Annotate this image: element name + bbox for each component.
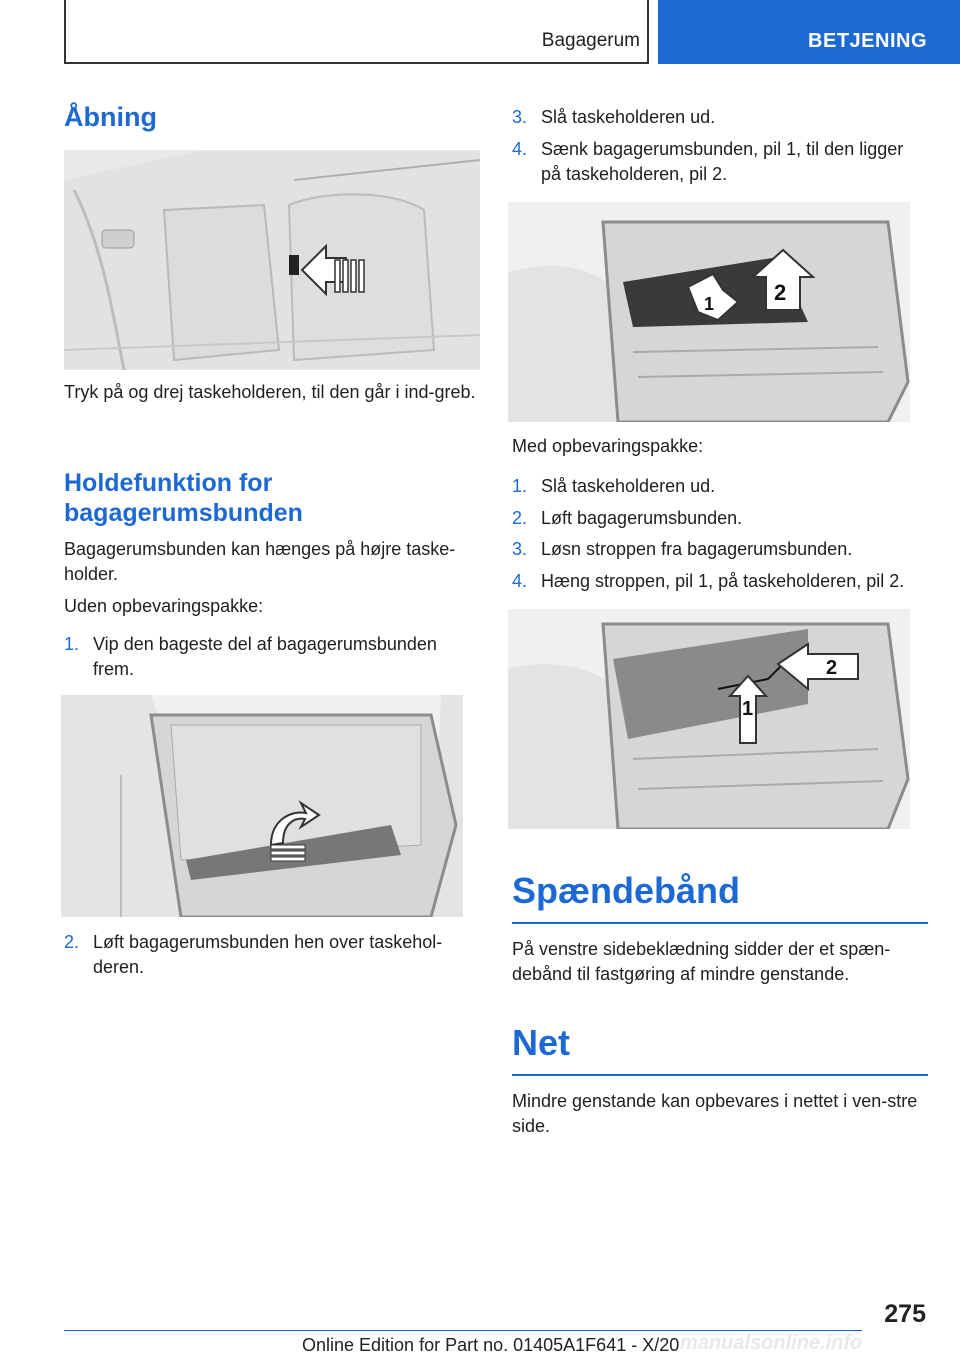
page-number: 275	[884, 1300, 926, 1328]
section-title: Bagagerum	[541, 30, 640, 51]
with-package-label: Med opbevaringspakke:	[512, 436, 704, 456]
list-number: 3.	[512, 107, 528, 127]
heading-net: Net	[512, 1022, 928, 1076]
list-item	[64, 632, 480, 682]
list-number: 3.	[512, 539, 528, 559]
list-item	[512, 474, 928, 499]
watermark: manualsonline.info	[680, 1332, 863, 1354]
list-text: Løsn stroppen fra bagagerumsbunden.	[541, 539, 853, 559]
list-text: Løft bagagerumsbunden.	[541, 508, 743, 528]
figure-strap-hung	[508, 609, 910, 829]
fig1-caption: Tryk på og drej taskeholderen, til den går i ind-greb.	[64, 382, 476, 402]
footer-edition: Online Edition for Part no. 01405A1F641 - X/20	[302, 1335, 680, 1355]
list-number: 1.	[512, 476, 528, 496]
arrow-label-1: 1	[704, 294, 715, 314]
heading-strap: Spændebånd	[512, 870, 928, 924]
chapter-tab: BETJENING	[658, 0, 960, 64]
hold-paragraph: Bagagerumsbunden kan hænges på højre taske-holder.	[64, 539, 456, 584]
list-item	[512, 506, 928, 531]
arrow-label-1: 1	[742, 698, 754, 720]
list-item	[64, 930, 480, 980]
list-item	[512, 105, 928, 130]
list-text: Hæng stroppen, pil 1, på taskeholderen, pil 2.	[541, 571, 905, 591]
without-package-label: Uden opbevaringspakke:	[64, 596, 264, 616]
heading-hold-function: Holdefunktion for bagagerumsbunden	[64, 469, 303, 527]
list-number: 4.	[512, 139, 528, 159]
strap-paragraph: På venstre sidebeklædning sidder der et spæn-debånd til fastgøring af mindre genstande.	[512, 939, 891, 984]
figure-floor-tilt	[61, 695, 463, 917]
arrow-label-2: 2	[774, 280, 787, 305]
figure-floor-lowered	[508, 202, 910, 422]
list-item	[512, 537, 928, 562]
heading-opening: Åbning	[64, 102, 157, 132]
list-number: 2.	[64, 932, 80, 952]
list-number: 2.	[512, 508, 528, 528]
list-item	[512, 137, 928, 187]
list-text: Vip den bageste del af bagagerumsbunden frem.	[93, 634, 437, 679]
net-paragraph: Mindre genstande kan opbevares i nettet i ven-stre side.	[512, 1091, 918, 1136]
footer-rule	[64, 1330, 862, 1331]
figure-bag-holder	[64, 150, 480, 370]
arrow-label-2: 2	[826, 657, 838, 679]
list-number: 4.	[512, 571, 528, 591]
list-text: Slå taskeholderen ud.	[541, 107, 716, 127]
list-text: Sænk bagagerumsbunden, pil 1, til den ligger på taskeholderen, pil 2.	[541, 139, 904, 184]
list-item	[512, 569, 932, 594]
list-text: Løft bagagerumsbunden hen over taskehol-deren.	[93, 932, 443, 977]
list-number: 1.	[64, 634, 80, 654]
list-text: Slå taskeholderen ud.	[541, 476, 716, 496]
